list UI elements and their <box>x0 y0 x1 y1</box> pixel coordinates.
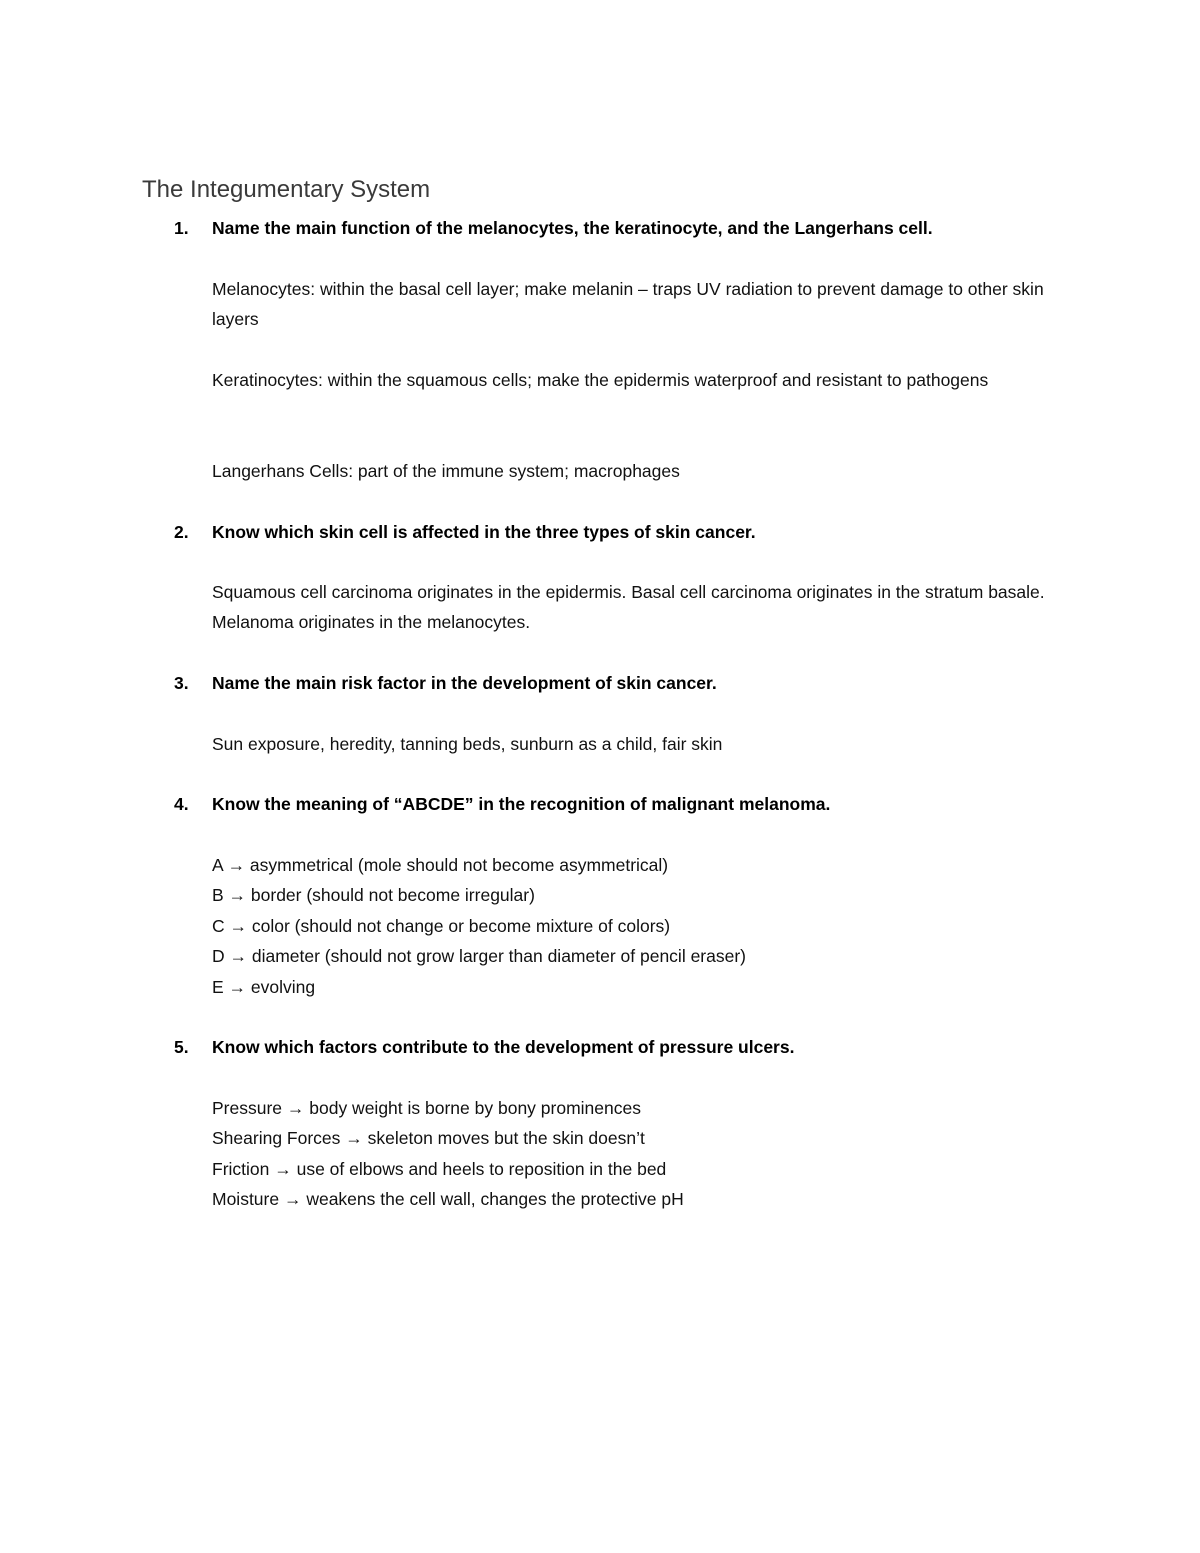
abcde-line-a: A → asymmetrical (mole should not become asymmetrical) <box>212 855 669 875</box>
answer-paragraph: Keratinocytes: within the squamous cells; make the epidermis waterproof and resistant to pathogens <box>212 370 989 390</box>
answer-4-list <box>212 850 1052 1002</box>
answer-2 <box>212 577 1052 638</box>
answer-1b <box>212 365 1052 395</box>
answer-paragraph: Sun exposure, heredity, tanning beds, sunburn as a child, fair skin <box>212 734 723 754</box>
answer-paragraph: Squamous cell carcinoma originates in the epidermis. Basal cell carcinoma originates in the stratum basale. Melanoma originates in the melanocytes. <box>212 582 1045 633</box>
abcde-line-d: D → diameter (should not grow larger than diameter of pencil eraser) <box>212 946 746 967</box>
question-number: 3. <box>174 673 189 693</box>
question-number: 2. <box>174 522 189 542</box>
factor-line-friction: Friction → use of elbows and heels to reposition in the bed <box>212 1158 667 1179</box>
answer-1a <box>212 274 1052 335</box>
abcde-line-b: B → border (should not become irregular) <box>212 885 535 906</box>
answer-paragraph: Langerhans Cells: part of the immune system; macrophages <box>212 461 680 481</box>
question-text: Know the meaning of “ABCDE” in the recognition of malignant melanoma. <box>212 794 831 814</box>
abcde-line-e: E → evolving <box>212 976 316 997</box>
answer-3 <box>212 729 1052 759</box>
question-number: 1. <box>174 218 189 238</box>
question-text: Name the main risk factor in the development of skin cancer. <box>212 673 717 693</box>
answer-1c <box>212 456 1052 486</box>
page-title: The Integumentary System <box>142 176 431 203</box>
factor-line-pressure: Pressure → body weight is borne by bony prominences <box>212 1098 641 1118</box>
question-text: Name the main function of the melanocytes, the keratinocyte, and the Langerhans cell. <box>212 218 933 238</box>
question-number: 5. <box>174 1037 189 1057</box>
answer-5-list <box>212 1093 1052 1215</box>
factor-line-moisture: Moisture → weakens the cell wall, changes the protective pH <box>212 1189 684 1210</box>
question-text: Know which factors contribute to the development of pressure ulcers. <box>212 1037 795 1057</box>
answer-paragraph: Melanocytes: within the basal cell layer; make melanin – traps UV radiation to prevent damage to other skin layers <box>212 279 1044 330</box>
question-number: 4. <box>174 794 189 814</box>
question-text: Know which skin cell is affected in the three types of skin cancer. <box>212 522 756 542</box>
factor-line-shearing: Shearing Forces → skeleton moves but the skin doesn’t <box>212 1128 645 1149</box>
abcde-line-c: C → color (should not change or become mixture of colors) <box>212 915 671 936</box>
